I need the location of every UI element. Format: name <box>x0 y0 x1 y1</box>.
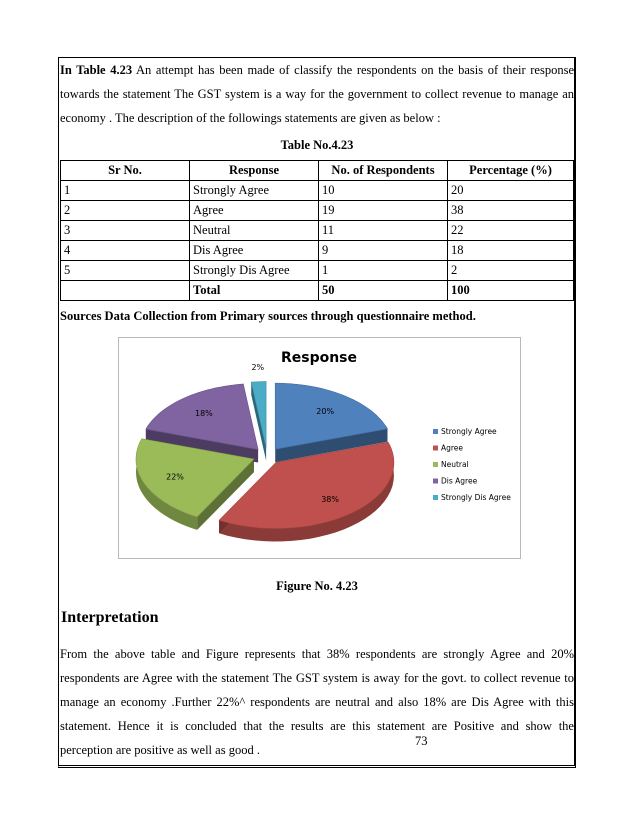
table-row <box>61 181 574 201</box>
pie-data-label: 22% <box>166 472 184 482</box>
legend-swatch <box>433 429 438 434</box>
pie-data-label: 38% <box>321 495 339 505</box>
pie-chart <box>119 338 520 558</box>
pie-data-label: 18% <box>195 408 213 418</box>
header-sr-no: Sr No. <box>61 161 190 181</box>
table-row <box>61 221 574 241</box>
cell-count: 11 <box>319 221 448 241</box>
legend-swatch <box>433 495 438 500</box>
legend-label: Strongly Agree <box>441 427 497 436</box>
cell-count: 1 <box>319 261 448 281</box>
legend-swatch <box>433 479 438 484</box>
cell-percent: 22 <box>448 221 574 241</box>
table-title: Table No.4.23 <box>280 138 354 152</box>
pie-data-label: 2% <box>251 362 265 372</box>
cell-response: Dis Agree <box>190 241 319 261</box>
cell-total-percent: 100 <box>448 281 574 301</box>
legend-label: Strongly Dis Agree <box>441 493 511 502</box>
cell-sr: 5 <box>61 261 190 281</box>
legend-swatch <box>433 446 438 451</box>
pie-data-label: 20% <box>316 406 335 416</box>
cell-total-blank <box>61 281 190 301</box>
intro-paragraph <box>60 58 574 130</box>
legend-label: Neutral <box>441 460 469 469</box>
intro-text: An attempt has been made of classify the respondents on the basis of their response towards the statement The GST system is a way for the government to collect revenue to manage an economy . The description of the followings statements are given as below : <box>60 63 574 125</box>
legend-swatch <box>433 462 438 467</box>
table-row <box>61 201 574 221</box>
table-total-row <box>61 281 574 301</box>
header-percentage: Percentage (%) <box>448 161 574 181</box>
cell-sr: 4 <box>61 241 190 261</box>
intro-lead: In Table 4.23 <box>60 63 133 77</box>
interpretation-heading: Interpretation <box>61 609 159 626</box>
table-row <box>61 261 574 281</box>
header-response: Response <box>190 161 319 181</box>
responses-table <box>60 160 574 301</box>
legend-label: Dis Agree <box>441 476 478 486</box>
cell-total-label: Total <box>190 281 319 301</box>
cell-count: 10 <box>319 181 448 201</box>
cell-percent: 20 <box>448 181 574 201</box>
cell-percent: 2 <box>448 261 574 281</box>
cell-response: Strongly Agree <box>190 181 319 201</box>
legend-label: Agree <box>441 443 464 453</box>
header-respondents: No. of Respondents <box>319 161 448 181</box>
cell-response: Strongly Dis Agree <box>190 261 319 281</box>
cell-total-count: 50 <box>319 281 448 301</box>
page-number: 73 <box>415 734 428 748</box>
cell-percent: 38 <box>448 201 574 221</box>
cell-count: 19 <box>319 201 448 221</box>
cell-sr: 3 <box>61 221 190 241</box>
cell-percent: 18 <box>448 241 574 261</box>
pie-chart-frame <box>118 337 521 559</box>
cell-response: Agree <box>190 201 319 221</box>
table-header-row <box>61 161 574 181</box>
document-body <box>60 58 574 324</box>
cell-count: 9 <box>319 241 448 261</box>
interpretation-paragraph: From the above table and Figure represents that 38% respondents are strongly Agree and 20% respondents are Agree with the statement The GST system is away for the govt. to collect revenue to manage an economy .Further 22%^ respondents are neutral and also 18% are Dis Agree with this statement. Hence it is concluded that the results are this statement are Positive and show the perception are positive as well as good . <box>60 647 574 757</box>
cell-response: Neutral <box>190 221 319 241</box>
cell-sr: 2 <box>61 201 190 221</box>
sources-note: Sources Data Collection from Primary sources through questionnaire method. <box>60 309 476 323</box>
chart-title: Response <box>280 350 358 366</box>
cell-sr: 1 <box>61 181 190 201</box>
table-row <box>61 241 574 261</box>
figure-caption: Figure No. 4.23 <box>276 579 358 593</box>
